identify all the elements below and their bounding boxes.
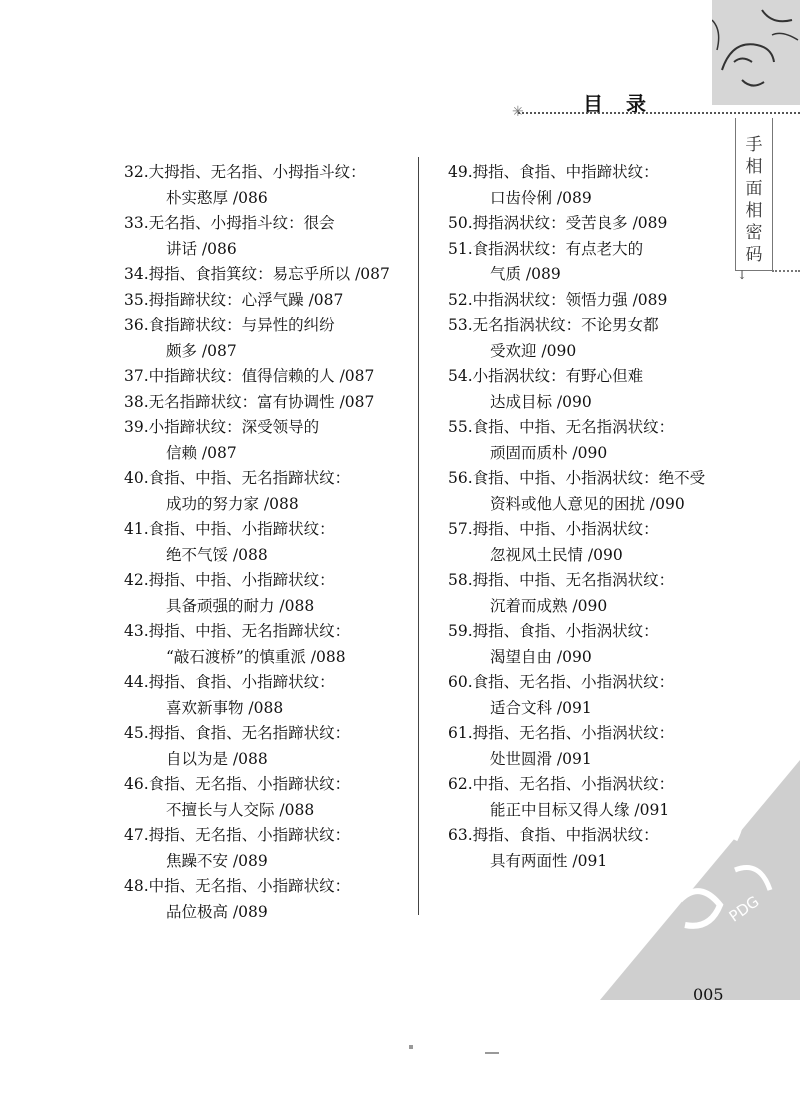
toc-entry: 48.中指、无名指、小指蹄状纹： [124,877,351,895]
toc-entry-continuation: 达成目标 /090 [490,392,592,411]
toc-entry-continuation: 焦躁不安 /089 [166,851,268,870]
toc-entry: 45.拇指、食指、无名指蹄状纹： [124,724,351,742]
toc-entry: 63.拇指、食指、中指涡状纹： [448,826,659,844]
toc-entry-continuation: 资料或他人意见的困扰 /090 [490,494,685,513]
toc-entry: 60.食指、无名指、小指涡状纹： [448,673,675,691]
page-title: 目 录 [583,92,654,116]
title-ornament-icon: ✳ [512,104,524,120]
watermark-text: PDG [725,892,763,926]
side-dotted-rule [772,270,800,272]
toc-entry-continuation: 喜欢新事物 /088 [166,698,284,717]
toc-entry-continuation: 具备顽强的耐力 /088 [166,596,315,615]
toc-entry-continuation: 适合文科 /091 [490,698,592,717]
toc-entry: 40.食指、中指、无名指蹄状纹： [124,469,351,487]
toc-entry: 35.拇指蹄状纹：心浮气躁 /087 [124,290,344,309]
toc-entry: 51.食指涡状纹：有点老大的 [448,239,644,258]
toc-entry-continuation: 气质 /089 [490,265,561,283]
toc-entry-continuation: 绝不气馁 /088 [166,545,268,564]
toc-entry: 37.中指蹄状纹：值得信赖的人 /087 [124,367,375,385]
toc-entry: 46.食指、无名指、小指蹄状纹： [124,775,351,793]
toc-entry: 49.拇指、食指、中指蹄状纹： [448,163,659,181]
toc-entry-continuation: 讲话 /086 [166,239,237,258]
column-divider [418,157,419,915]
toc-entry: 58.拇指、中指、无名指涡状纹： [448,571,675,589]
toc-entry: 34.拇指、食指箕纹：易忘乎所以 /087 [124,265,390,283]
toc-entry: 54.小指涡状纹：有野心但难 [448,367,644,385]
toc-entry: 59.拇指、食指、小指涡状纹： [448,622,659,640]
toc-entry: 53.无名指涡状纹：不论男女都 [448,316,659,334]
header-dotted-rule [518,112,800,114]
toc-entry-continuation: 自以为是 /088 [166,749,268,768]
toc-entry-continuation: 渴望自由 /090 [490,647,592,666]
side-arrow-icon: ↓ [737,268,748,282]
toc-entry: 57.拇指、中指、小指涡状纹： [448,520,659,538]
toc-entry: 56.食指、中指、小指涡状纹：绝不受 [448,469,706,487]
toc-entry: 41.食指、中指、小指蹄状纹： [124,520,335,538]
toc-entry: 43.拇指、中指、无名指蹄状纹： [124,622,351,640]
toc-entry-continuation: 具有两面性 /091 [490,851,608,870]
toc-entry-continuation: 能正中目标又得人缘 /091 [490,800,670,819]
toc-entry-continuation: 顽固而质朴 /090 [490,443,608,462]
side-tab-label: 手相面相密码 [745,135,763,265]
toc-entry: 33.无名指、小拇指斗纹：很会 [124,214,335,232]
toc-entry-continuation: 不擅长与人交际 /088 [166,800,315,819]
toc-entry-continuation: “敲石渡桥”的慎重派 /088 [166,647,346,666]
toc-entry: 50.拇指涡状纹：受苦良多 /089 [448,214,668,232]
watermark-seal [560,700,800,1000]
toc-entry-continuation: 处世圆滑 /091 [490,749,592,768]
toc-entry: 36.食指蹄状纹：与异性的纠纷 [124,316,335,334]
toc-entry-continuation: 品位极高 /089 [166,902,268,921]
toc-entry: 62.中指、无名指、小指涡状纹： [448,775,675,793]
toc-entry-continuation: 忽视风土民情 /090 [490,545,623,564]
toc-left-column [124,160,414,925]
toc-entry: 38.无名指蹄状纹：富有协调性 /087 [124,392,375,411]
page-number: 005 [693,985,724,1004]
toc-entry-continuation: 受欢迎 /090 [490,341,577,360]
corner-illustration [712,0,800,105]
toc-entry: 42.拇指、中指、小指蹄状纹： [124,571,335,589]
toc-entry: 32.大拇指、无名指、小拇指斗纹： [124,163,366,181]
toc-entry: 44.拇指、食指、小指蹄状纹： [124,673,335,691]
toc-entry: 55.食指、中指、无名指涡状纹： [448,418,675,436]
toc-entry: 47.拇指、无名指、小指蹄状纹： [124,826,351,844]
toc-entry-continuation: 颇多 /087 [166,341,237,360]
side-tab [735,118,773,271]
toc-entry: 39.小指蹄状纹：深受领导的 [124,418,320,436]
toc-entry-continuation: 朴实憨厚 /086 [166,188,268,207]
toc-entry-continuation: 成功的努力家 /088 [166,494,299,513]
toc-entry: 61.拇指、无名指、小指涡状纹： [448,724,675,742]
toc-entry-continuation: 口齿伶俐 /089 [490,188,592,207]
toc-entry-continuation: 信赖 /087 [166,443,237,462]
scan-speck [485,1052,499,1054]
scan-speck [409,1045,413,1049]
toc-entry: 52.中指涡状纹：领悟力强 /089 [448,290,668,309]
toc-entry-continuation: 沉着而成熟 /090 [490,596,608,615]
